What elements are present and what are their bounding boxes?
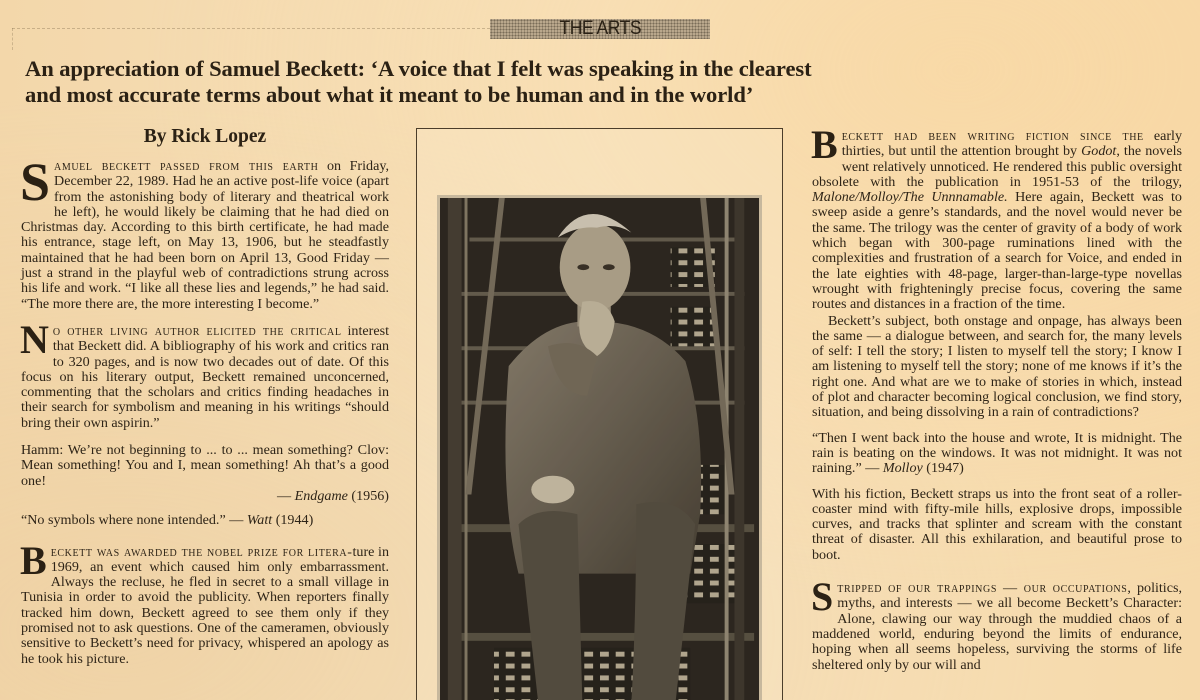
quote-watt [21,513,389,528]
photo-frame [416,128,783,700]
lead-in: eckett had been writing fiction since the [841,128,1144,144]
lead-in: amuel beckett passed from this earth [54,158,319,174]
quote-attribution [21,489,389,504]
drop-cap: S [20,152,51,212]
quote-text: “No symbols where none intended.” — [21,512,247,529]
paragraph-text: ture in 1969, an event which caused him only embarrassment. Always the recluse, he fled in secret to a small village in Tunisia in order to avoid the publicity. When reporters finally tracked him down, Beckett agreed to see them only if they promised not to ask questions. One of the cameramen, obviously sensitive to Beckett’s need for privacy, whispered an apology as he took his picture. [21,543,389,667]
photo-portrait-icon [437,195,762,700]
quote-year: (1944) [272,512,314,529]
drop-cap: N [20,316,49,362]
section-rule [12,28,490,29]
drop-cap: B [811,122,838,167]
paragraph-critics [20,316,389,431]
paragraph-fiction [811,122,1182,313]
paragraph-text: , the novels went relatively unnoticed. He rendered this public oversight obsolete with the publication in 1951-53 of the trilogy, [812,143,1182,190]
paragraph-text: on Friday, December 22, 1989. Had he an active post-life voice (apart from the astonishing body of literary and theatrical work he left), he would likely be claiming that he had died on Christmas day. According to this birth certificate, he had made his entrance, stage left, on May 13, 1906, but he steadfastly maintained that he had been born on April 13, Good Friday — just a strand in the playful web of contradictions strung across his life and work. “I like all these lies and legends,” he had said. “The more there are, the more interesting I become.” [21,158,389,312]
lead-in: eckett was awarded the nobel prize for litera- [50,543,353,560]
byline: By Rick Lopez [143,126,267,147]
quote-molloy [812,431,1182,477]
headline-line-2: and most accurate terms about what it meant to be human and in the world’ [25,82,754,107]
attribution-dash: — [277,487,295,504]
paragraph-rollercoaster: With his fiction, Beckett straps us into the front seat of a roller-coaster mind with fifty-mile hills, explosive drops, impossible curves, and tracks that splinter and scream with the constant threat of disaster. All this exhilaration, and beautiful prose to boot. [812,485,1182,563]
quote-title: Watt [246,512,273,529]
paragraph-nobel [20,537,389,667]
paragraph-birth [20,152,389,312]
quote-title: Molloy [882,460,923,477]
section-banner [490,19,710,39]
paragraph-text: politics, myths, and interests — we all become Beckett’s Character: Alone, clawing our way through the muddied chaos of a maddened world, enduring beyond the limits of endurance, hoping when all seems hopeless, surviving the storms of life sheltered only by our will and [812,580,1182,673]
right-column [811,122,1182,673]
quote-year: (1947) [922,460,964,477]
lead-in: o other living author elicited the critical [52,322,342,339]
paragraph-text: interest that Beckett did. A bibliography of his work and critics ran to 320 pages, and is now two decades out of date. Of this focus on his literary output, Beckett remained unconcerned, commenting that the scholars and critics finding headaches in their search for symbolism and meaning in his writings “should bring their own aspirin.” [21,322,389,431]
title-trilogy: Malone/Molloy/The Unnnamable. [812,189,1008,206]
lead-in: tripped of our trappings — our occupations, [837,580,1132,597]
paragraph-subject: Beckett’s subject, both onstage and onpage, has always been the same — a dialogue between, and search for, the many levels of self: I tell the story; I listen to myself tell the story; I know I am listening to myself tell the story; none of me knows if it’s the right one. And what are we to make of stories in which, instead of plot and character becoming logical conclusion, we find story, situation, and being dissolving in a rain of contradictions? [812,312,1182,421]
headline [25,56,1085,108]
headline-line-1: An appreciation of Samuel Beckett: ‘A voice that I felt was speaking in the clearest [25,56,812,81]
paragraph-trappings [811,574,1182,673]
drop-cap: S [811,574,834,620]
paragraph-text: early thirties, but until the attention brought by [841,128,1182,160]
left-column [21,126,389,667]
attribution-title: Endgame [294,487,348,504]
section-label: THE ARTS [559,18,641,39]
title-godot: Godot [1081,143,1117,160]
section-rule-side [12,28,13,50]
paragraph-text: Here again, Beckett was to sweep aside a genre’s standards, and the novel would never be the same. The trilogy was the center of gravity of a body of work which began with 300-page ruminations lined with the complexities and frustration of a search for Voice, and ended in the late eighties with 48-page, larger-than-large-type novellas wrought with frighteningly precise focus, covering the same routes and distances in a fraction of the time. [812,189,1182,313]
drop-cap: B [20,537,47,583]
quote-text: “Then I went back into the house and wrote, It is midnight. The rain is beating on the windows. It was not midnight. It was not raining.” — [812,429,1182,477]
quote-text: Hamm: We’re not beginning to ... to ... mean something? Clov: Mean something! You and I, mean something! Ah that’s a good one! [21,442,389,489]
quote-endgame [21,443,389,489]
attribution-year: (1956) [347,487,389,504]
beckett-photo [440,198,759,700]
